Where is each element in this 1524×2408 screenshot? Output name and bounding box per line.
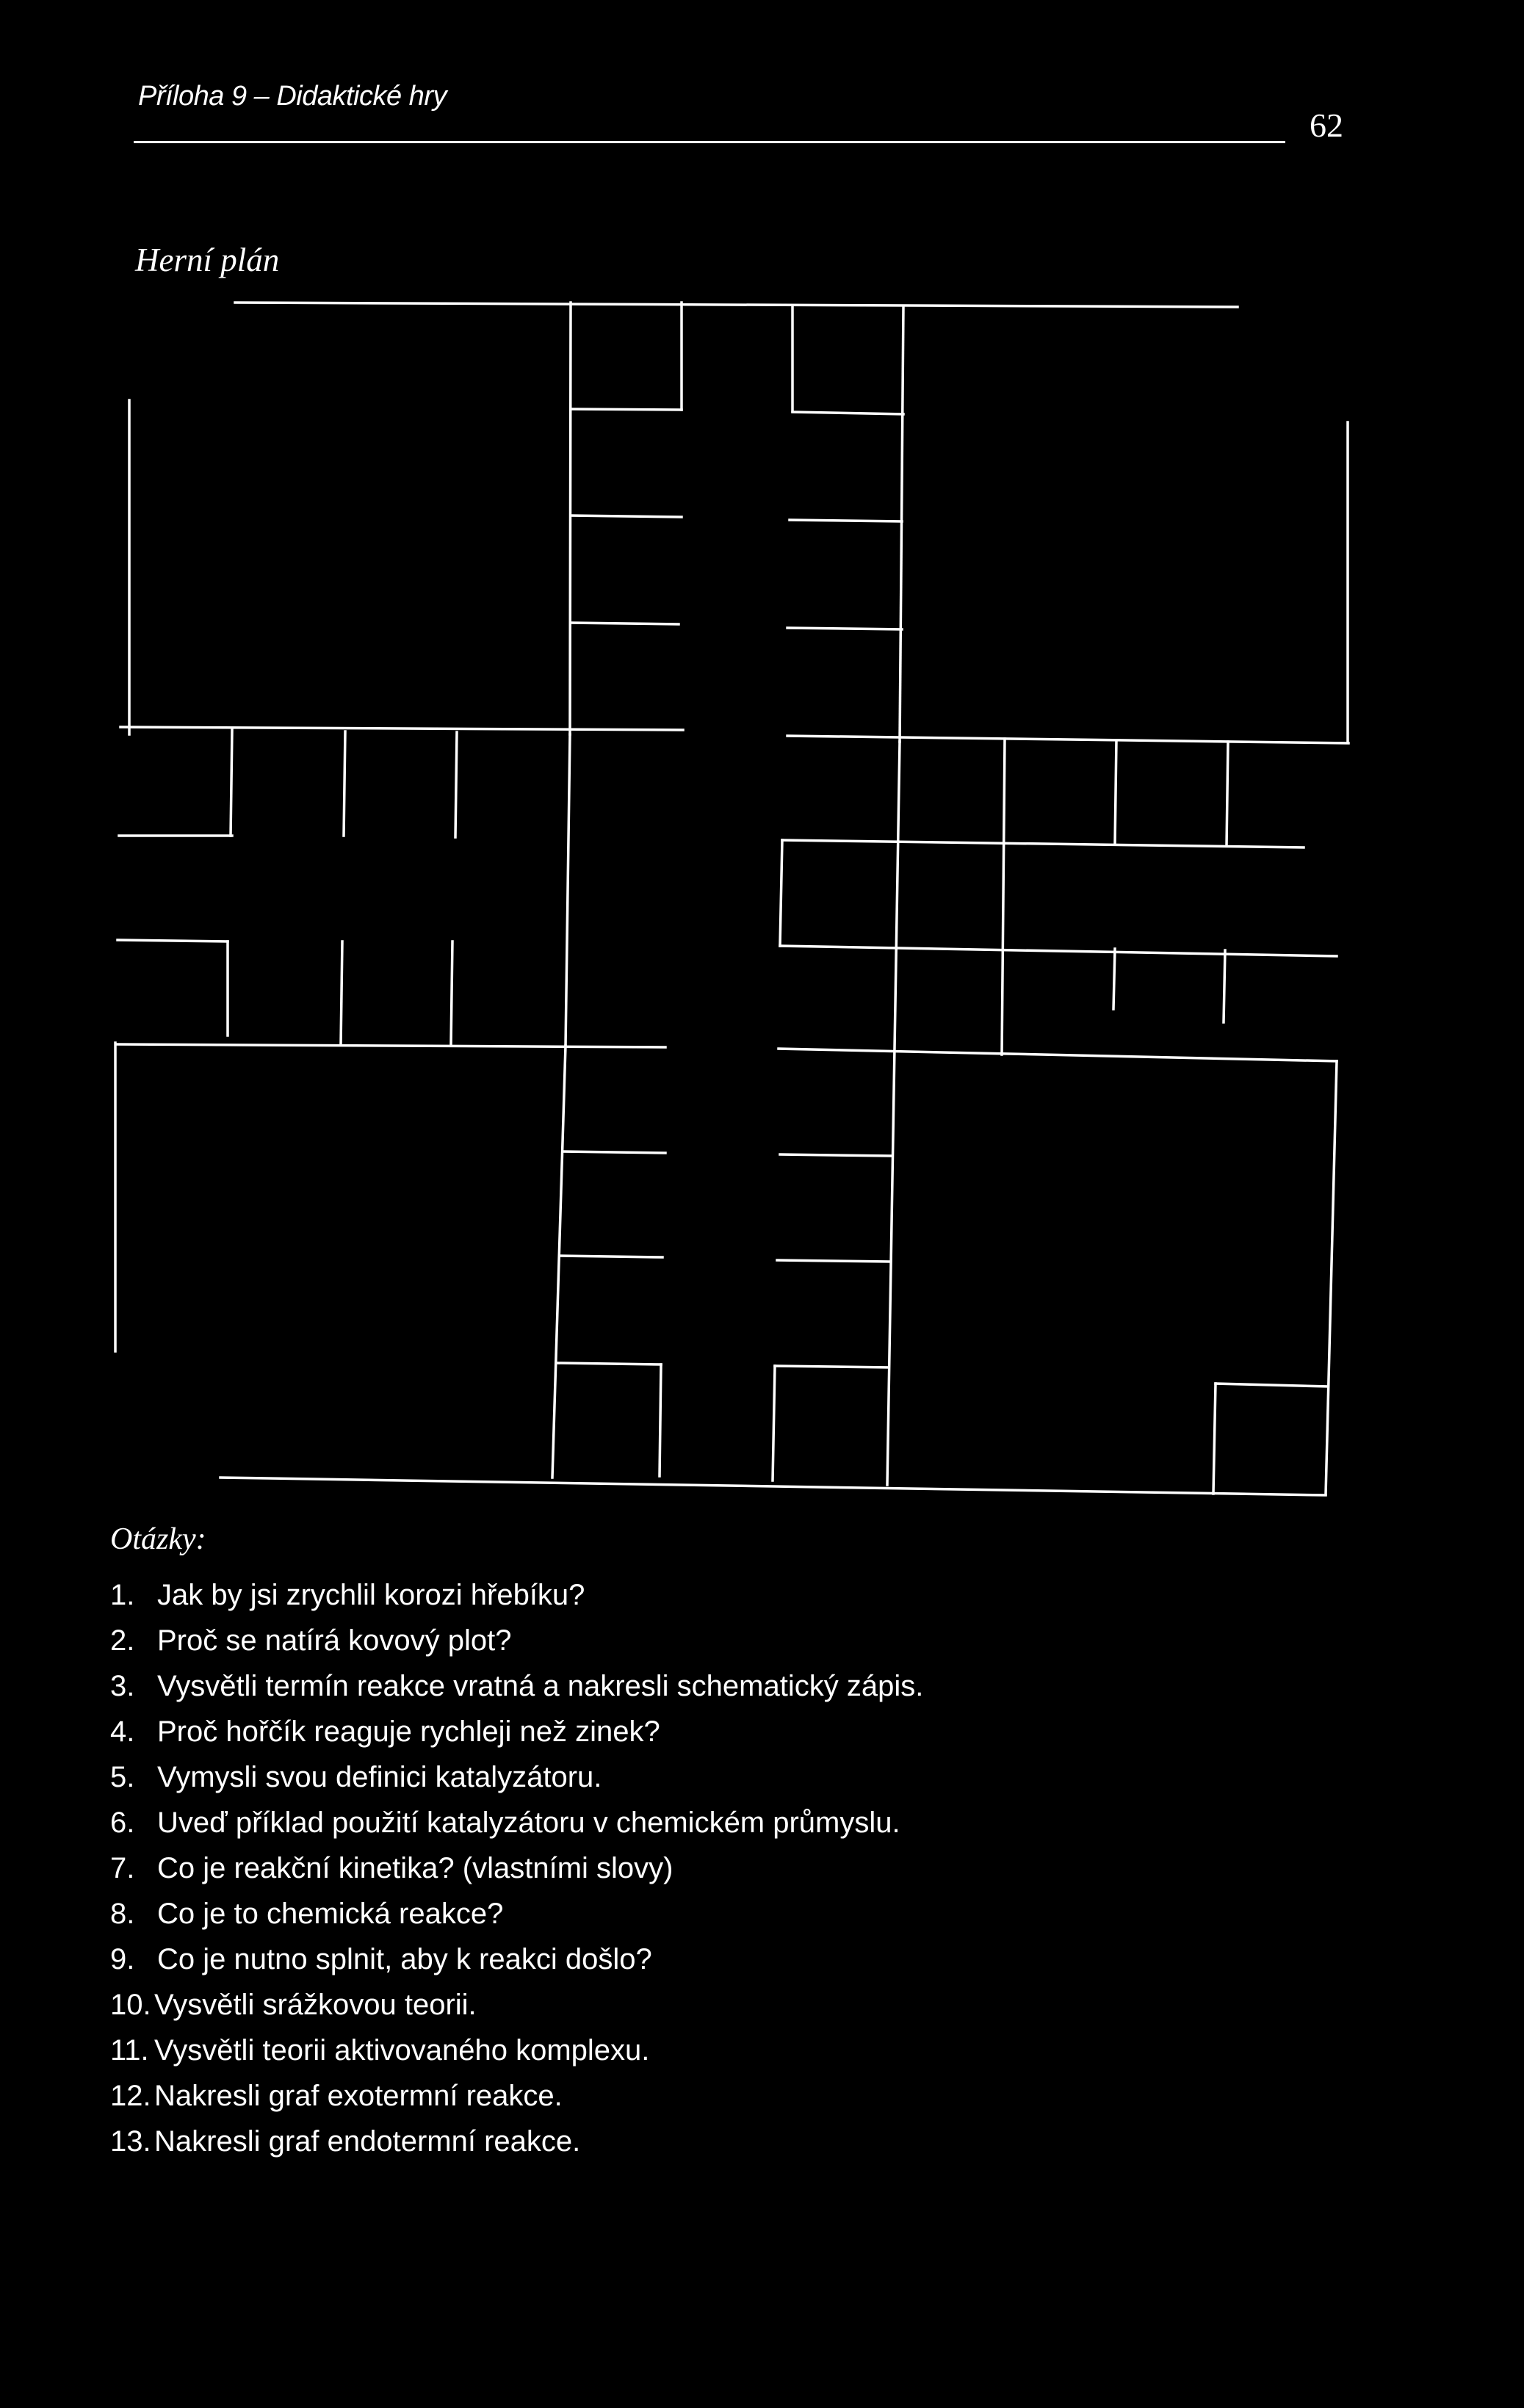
question-text: Co je reakční kinetika? (vlastními slovy): [157, 1852, 673, 1884]
board-top-arm: [570, 303, 903, 742]
board-title: Herní plán: [135, 242, 280, 278]
question-item: [110, 1989, 923, 2034]
board-right-arm: [779, 736, 1348, 1485]
question-number: 10.: [110, 1989, 151, 2021]
question-number: 6.: [110, 1807, 135, 1839]
question-item: [110, 2034, 923, 2080]
header-title: Příloha 9 – Didaktické hry: [138, 81, 447, 112]
question-text: Vysvětli srážkovou teorii.: [154, 1989, 477, 2021]
board-outer-border: [115, 303, 1348, 1495]
question-number: 9.: [110, 1943, 135, 1975]
question-number: 4.: [110, 1715, 135, 1748]
question-text: Vysvětli termín reakce vratná a nakresli schematický zápis.: [157, 1670, 924, 1702]
question-item: [110, 2080, 923, 2125]
questions-list: [110, 1579, 923, 2171]
question-item: [110, 1761, 923, 1807]
question-text: Proč hořčík reaguje rychleji než zinek?: [157, 1715, 660, 1748]
question-item: [110, 2125, 923, 2171]
question-item: [110, 1898, 923, 1943]
question-item: [110, 1715, 923, 1761]
question-text: Co je nutno splnit, aby k reakci došlo?: [157, 1943, 652, 1975]
question-text: Vysvětli teorii aktivovaného komplexu.: [154, 2034, 650, 2067]
question-item: [110, 1807, 923, 1852]
question-item: [110, 1579, 923, 1624]
question-text: Nakresli graf exotermní reakce.: [154, 2080, 563, 2112]
question-item: [110, 1624, 923, 1670]
question-number: 1.: [110, 1579, 135, 1611]
question-item: [110, 1670, 923, 1715]
question-text: Proč se natírá kovový plot?: [157, 1624, 512, 1657]
page-number: 62: [1310, 106, 1343, 144]
question-number: 2.: [110, 1624, 135, 1657]
question-text: Co je to chemická reakce?: [157, 1898, 504, 1930]
question-number: 7.: [110, 1852, 135, 1884]
question-text: Vymysli svou definici katalyzátoru.: [157, 1761, 602, 1793]
question-item: [110, 1852, 923, 1898]
board-left-arm: [116, 727, 683, 1047]
question-number: 12.: [110, 2080, 151, 2112]
question-item: [110, 1943, 923, 1989]
questions-heading: Otázky:: [110, 1522, 206, 1556]
question-number: 5.: [110, 1761, 135, 1793]
question-number: 8.: [110, 1898, 135, 1930]
question-number: 11.: [110, 2034, 149, 2067]
question-number: 13.: [110, 2125, 151, 2158]
question-text: Uveď příklad použití katalyzátoru v chemickém průmyslu.: [157, 1807, 900, 1839]
question-number: 3.: [110, 1670, 135, 1702]
question-text: Jak by jsi zrychlil korozi hřebíku?: [157, 1579, 585, 1611]
question-text: Nakresli graf endotermní reakce.: [154, 2125, 581, 2158]
board-bottom-arm: [552, 1046, 1328, 1494]
